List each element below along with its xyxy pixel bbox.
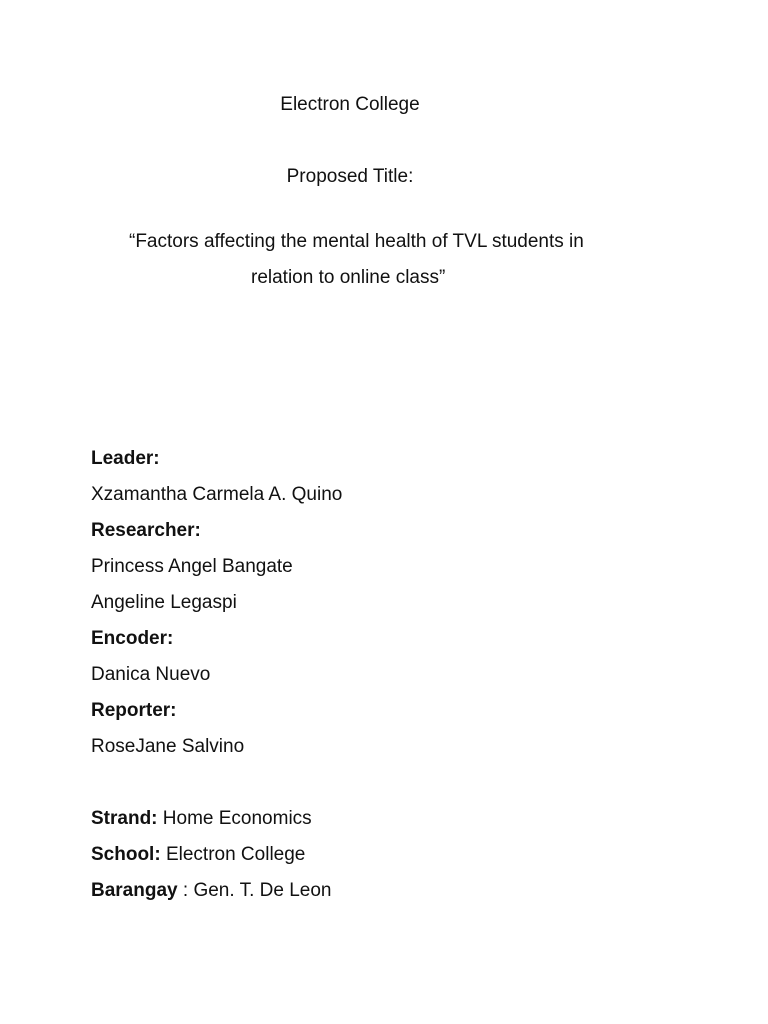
leader-name: Xzamantha Carmela A. Quino: [91, 484, 343, 505]
encoder-label: Encoder:: [91, 628, 174, 649]
school-label: School:: [91, 844, 161, 865]
leader-label: Leader:: [91, 448, 160, 469]
school-value: Electron College: [160, 844, 306, 865]
barangay-value: : Gen. T. De Leon: [177, 880, 332, 901]
title-line-2: relation to online class”: [251, 267, 446, 288]
strand-value: Home Economics: [157, 808, 312, 829]
strand-row: [91, 808, 312, 830]
researcher-label: Researcher:: [91, 520, 201, 541]
researcher-name: Princess Angel Bangate: [91, 556, 293, 577]
barangay-row: [91, 880, 331, 902]
encoder-name: Danica Nuevo: [91, 664, 211, 685]
school-row: [91, 844, 305, 866]
researcher-name: Angeline Legaspi: [91, 592, 237, 613]
reporter-name: RoseJane Salvino: [91, 736, 245, 757]
barangay-label: Barangay: [91, 880, 178, 901]
proposed-title-label: Proposed Title:: [286, 166, 414, 187]
college-name: Electron College: [280, 94, 420, 115]
strand-label: Strand:: [91, 808, 158, 829]
reporter-label: Reporter:: [91, 700, 177, 721]
title-line-1: “Factors affecting the mental health of TVL students in: [129, 231, 584, 252]
